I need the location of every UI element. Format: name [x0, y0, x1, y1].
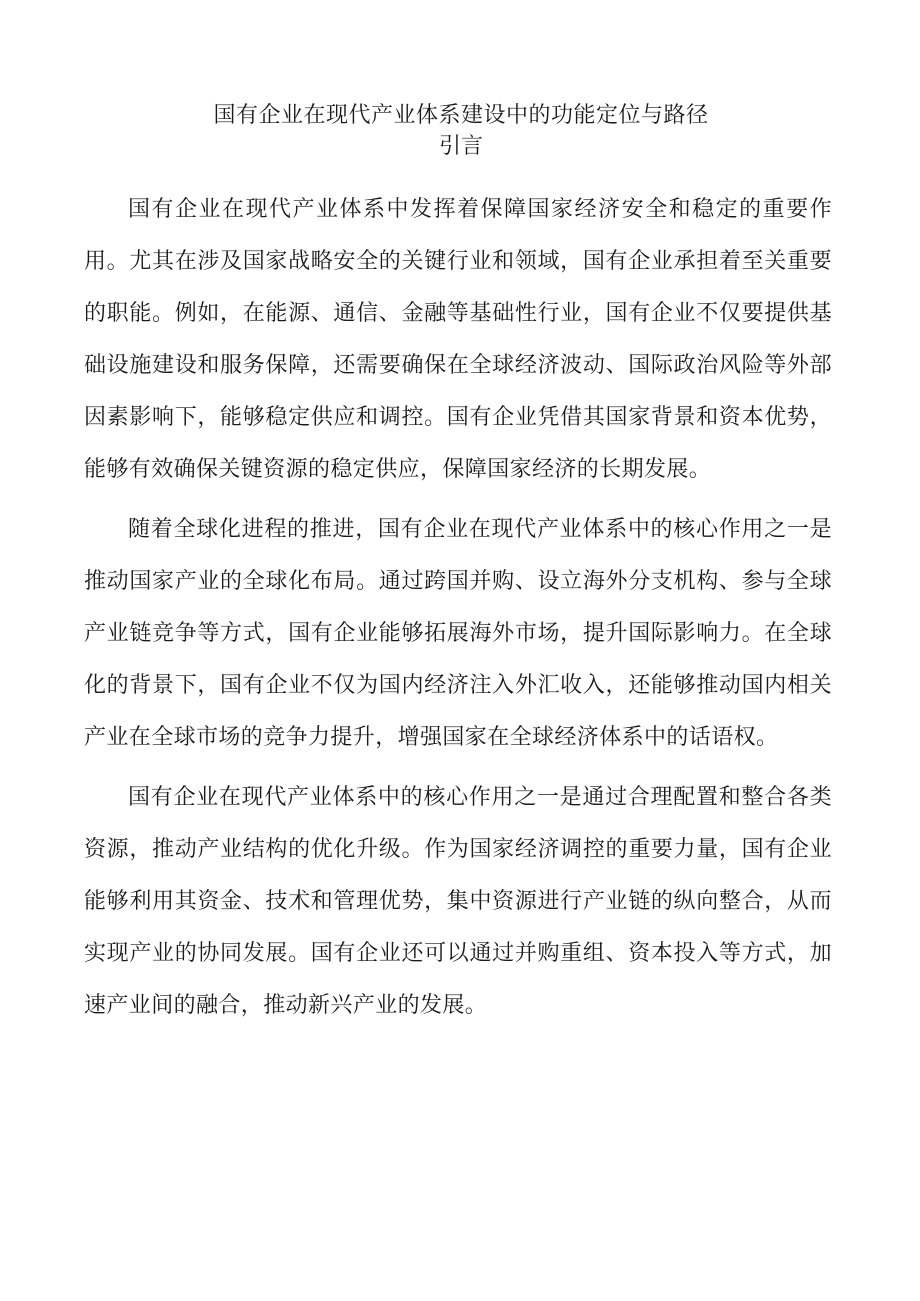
body-paragraph: 国有企业在现代产业体系中发挥着保障国家经济安全和稳定的重要作用。尤其在涉及国家战略安全的关键行业和领域，国有企业承担着至关重要的职能。例如，在能源、通信、金融等基础性行业，国有企业不仅要提供基础设施建设和服务保障，还需要确保在全球经济波动、国际政治风险等外部因素影响下，能够稳定供应和调控。国有企业凭借其国家背景和资本优势，能够有效确保关键资源的稳定供应，保障国家经济的长期发展。: [84, 197, 832, 482]
document-page: [84, 100, 832, 1032]
document-title: 国有企业在现代产业体系建设中的功能定位与路径: [213, 103, 709, 128]
body-paragraph: 随着全球化进程的推进，国有企业在现代产业体系中的核心作用之一是推动国家产业的全球化布局。通过跨国并购、设立海外分支机构、参与全球产业链竞争等方式，国有企业能够拓展海外市场，提升国际影响力。在全球化的背景下，国有企业不仅为国内经济注入外汇收入，还能够推动国内相关产业在全球市场的竞争力提升，增强国家在全球经济体系中的话语权。: [84, 517, 832, 750]
section-heading-introduction: 引言: [438, 134, 483, 159]
body-paragraph: 国有企业在现代产业体系中的核心作用之一是通过合理配置和整合各类资源，推动产业结构的优化升级。作为国家经济调控的重要力量，国有企业能够利用其资金、技术和管理优势，集中资源进行产业链的纵向整合，从而实现产业的协同发展。国有企业还可以通过并购重组、资本投入等方式，加速产业间的融合，推动新兴产业的发展。: [84, 785, 832, 1018]
